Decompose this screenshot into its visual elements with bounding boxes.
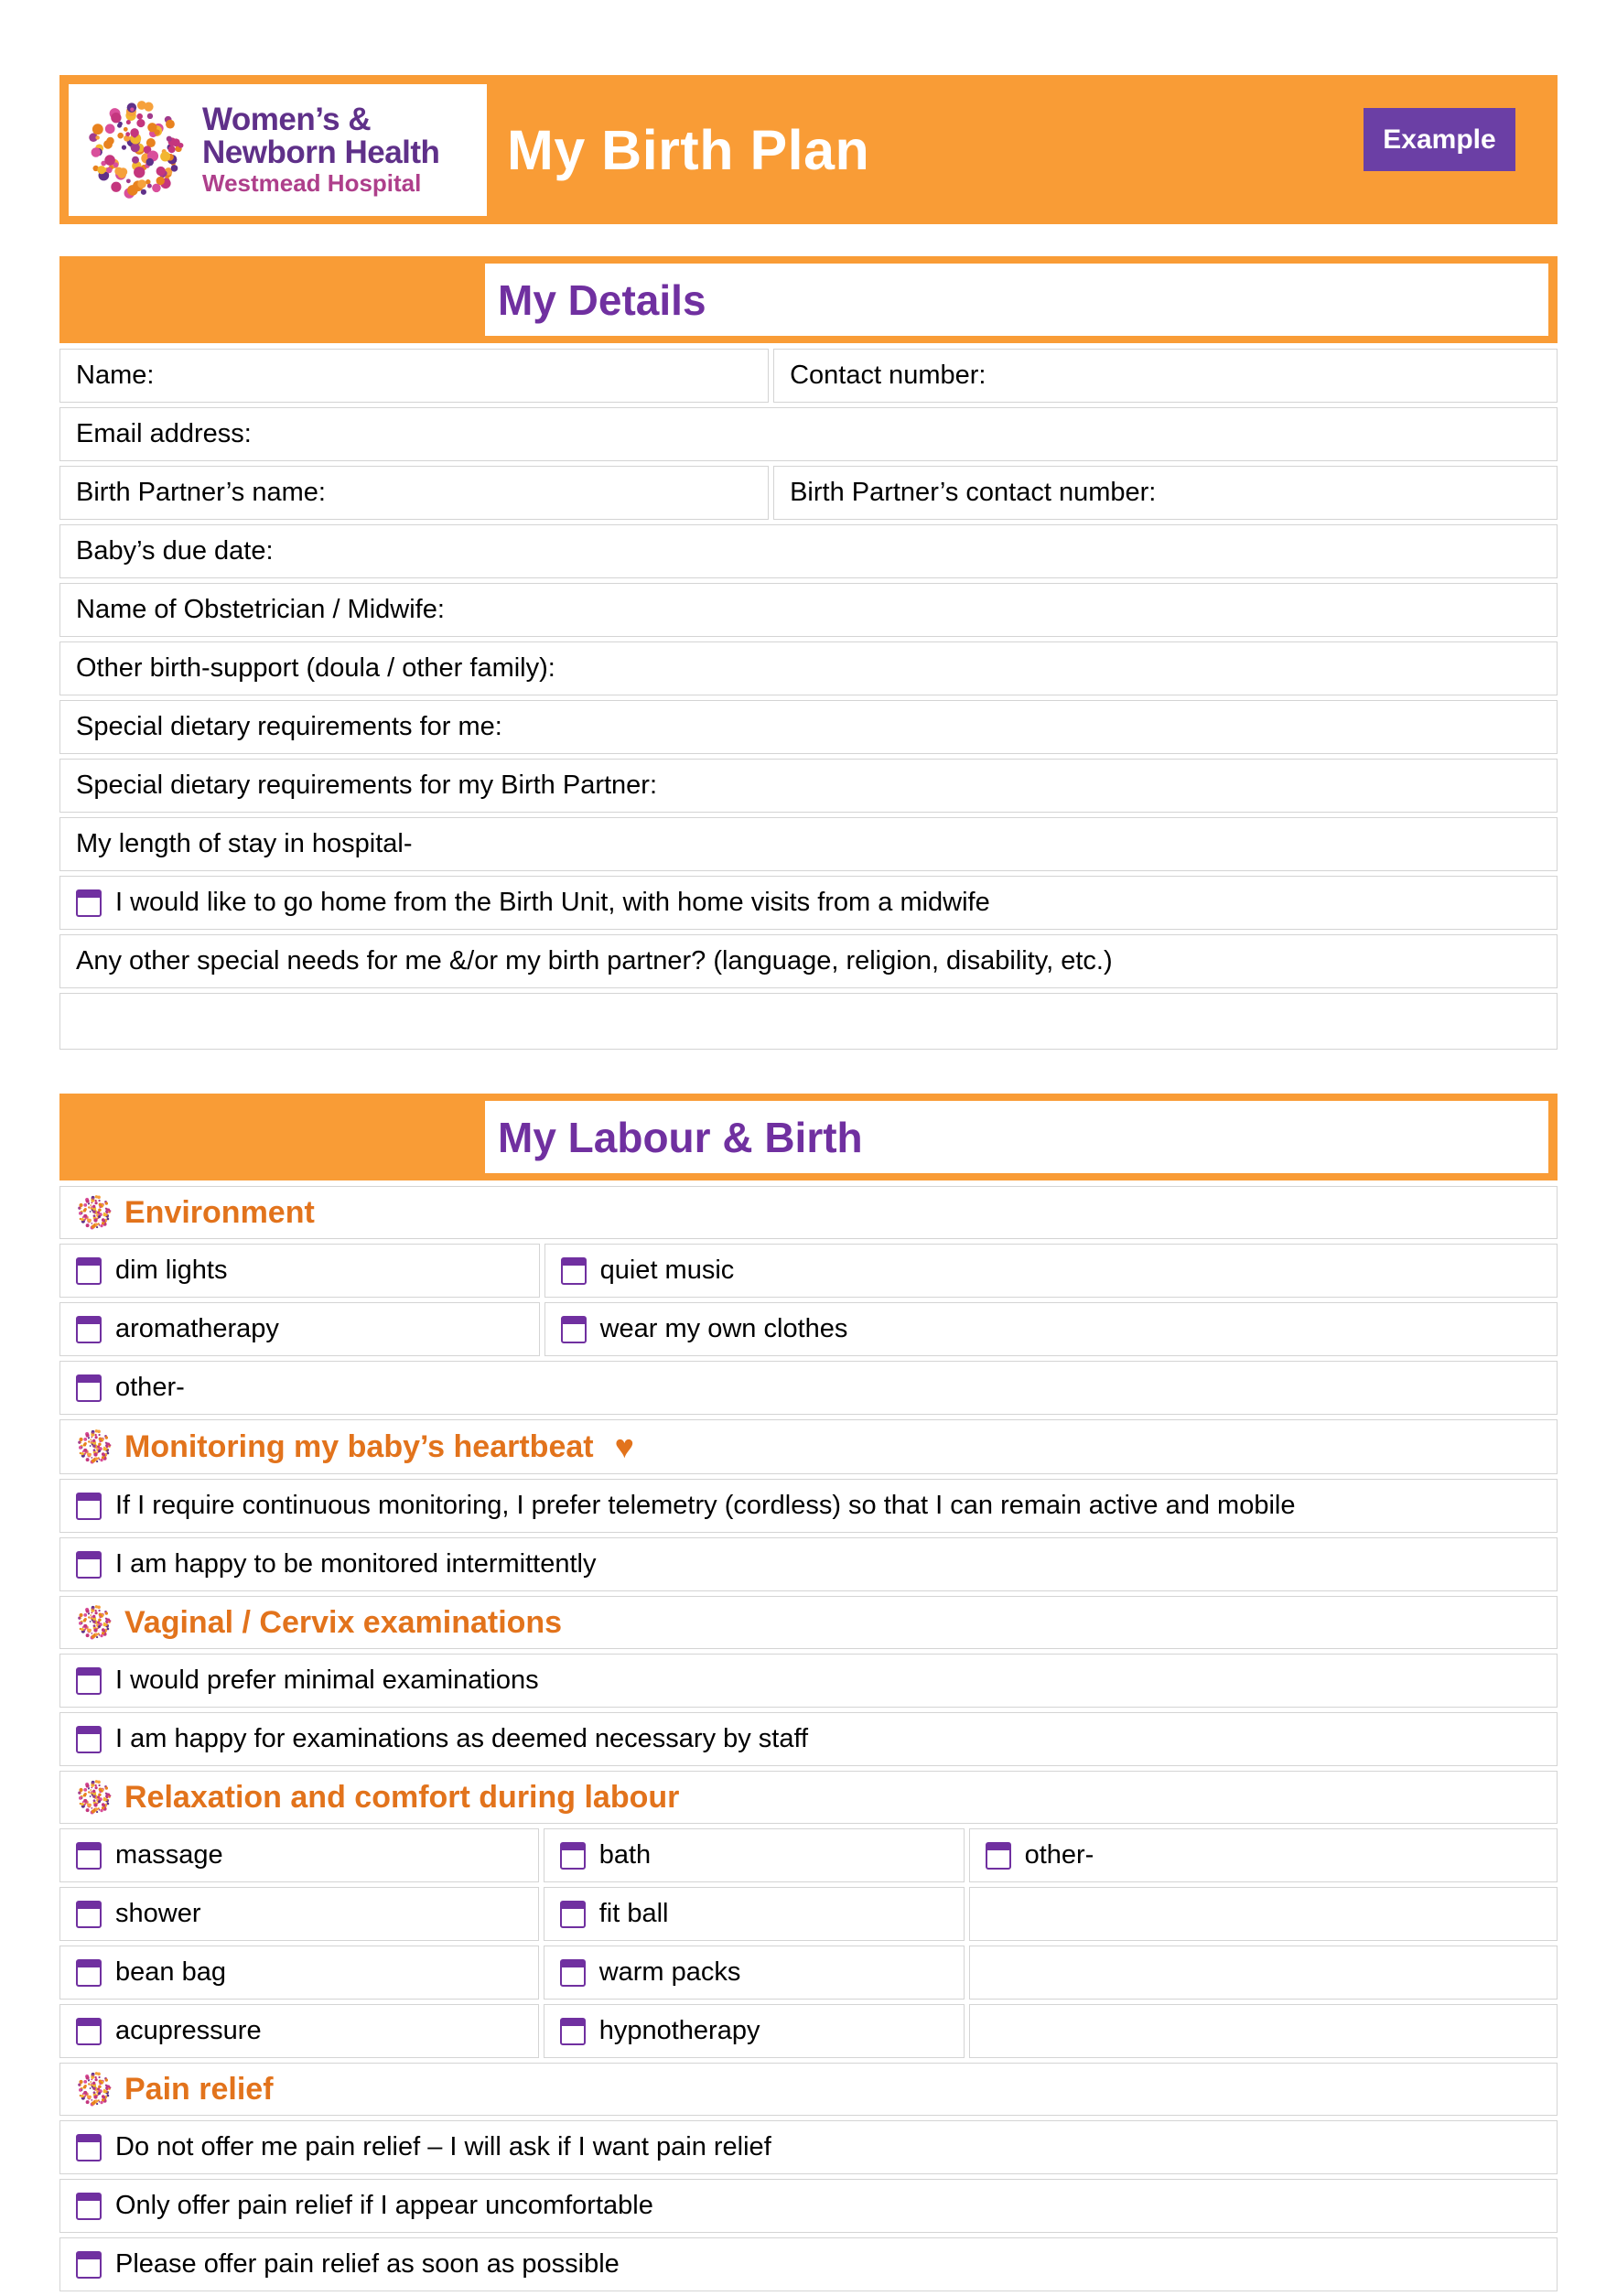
header-banner [59, 75, 1558, 224]
option-wear-own-clothes [544, 1302, 1558, 1356]
hospital-logo-text [202, 103, 439, 196]
my-details-header-inner [485, 264, 1548, 336]
option-pain-relief-if-uncomfortable [59, 2179, 1558, 2233]
mosaic-flower-icon [76, 1428, 113, 1465]
my-details-header-bar [59, 256, 1558, 343]
checkbox[interactable] [76, 1257, 102, 1285]
checkbox[interactable] [76, 2134, 102, 2161]
subsection-pain-relief [59, 2063, 1558, 2116]
subsection-monitoring [59, 1419, 1558, 1474]
option-label: If I require continuous monitoring, I prefer telemetry (cordless) so that I can remain active and mobile [115, 1491, 1296, 1520]
table-row [59, 2120, 1558, 2174]
field-label: Contact number: [790, 361, 986, 390]
heart-icon: ♥ [614, 1428, 634, 1465]
subsection-heading: Vaginal / Cervix examinations [124, 1604, 563, 1640]
table-row [59, 817, 1558, 871]
table-row [59, 1302, 1558, 1356]
checkbox[interactable] [76, 1493, 102, 1520]
field-other-birth-support [59, 641, 1558, 695]
field-label: Special dietary requirements for my Birth Partner: [76, 771, 658, 800]
field-label: Special dietary requirements for me: [76, 712, 502, 741]
field-length-of-stay [59, 817, 1558, 871]
table-row [59, 466, 1558, 520]
field-partner-name [59, 466, 769, 520]
logo-hospital-name: Westmead Hospital [202, 169, 422, 198]
subsection-heading: Pain relief [124, 2071, 274, 2107]
field-dietary-me [59, 700, 1558, 754]
field-name [59, 349, 769, 403]
field-label: Name of Obstetrician / Midwife: [76, 595, 445, 624]
field-other-special-needs [59, 934, 1558, 988]
table-row [59, 700, 1558, 754]
option-label: bean bag [115, 1957, 226, 1987]
field-contact-number [773, 349, 1558, 403]
checkbox[interactable] [76, 1316, 102, 1343]
table-row [59, 1712, 1558, 1766]
checkbox[interactable] [76, 2193, 102, 2220]
hospital-logo [69, 84, 487, 216]
my-details-section [59, 256, 1558, 1050]
mosaic-flower-icon [76, 2071, 113, 2107]
field-label: Other birth-support (doula / other family): [76, 653, 555, 683]
mosaic-flower-icon [83, 98, 188, 202]
birth-plan-page [59, 75, 1558, 2296]
table-row [59, 1244, 1558, 1298]
checkbox[interactable] [76, 1551, 102, 1579]
subsection-examinations [59, 1596, 1558, 1649]
example-badge[interactable]: Example [1364, 108, 1515, 171]
field-email [59, 407, 1558, 461]
checkbox[interactable] [560, 2018, 586, 2045]
option-label: acupressure [115, 2016, 262, 2045]
option-label: hypnotherapy [598, 2016, 760, 2045]
option-minimal-examinations [59, 1654, 1558, 1708]
option-fit-ball [544, 1887, 965, 1941]
field-label: Baby’s due date: [76, 536, 274, 566]
table-row [59, 1537, 1558, 1591]
table-row [59, 1186, 1558, 1239]
table-row [59, 2063, 1558, 2116]
checkbox[interactable] [76, 1374, 102, 1402]
subsection-heading: Relaxation and comfort during labour [124, 1779, 680, 1815]
table-row [59, 876, 1558, 930]
field-label: My length of stay in hospital- [76, 829, 413, 858]
option-label: shower [115, 1899, 201, 1928]
field-label: Birth Partner’s name: [76, 478, 326, 507]
option-label: massage [115, 1840, 223, 1870]
table-row [59, 1479, 1558, 1533]
subsection-environment [59, 1186, 1558, 1239]
checkbox[interactable] [561, 1257, 587, 1285]
mosaic-flower-icon [76, 1779, 113, 1816]
option-label: other- [115, 1373, 185, 1402]
page-title: My Birth Plan [507, 118, 870, 181]
my-details-table [59, 349, 1558, 1050]
option-bath [544, 1828, 965, 1882]
option-shower [59, 1887, 539, 1941]
option-environment-other [59, 1361, 1558, 1415]
checkbox[interactable] [76, 2018, 102, 2045]
table-row [59, 1361, 1558, 1415]
checkbox[interactable] [76, 1959, 102, 1987]
field-dietary-partner [59, 759, 1558, 813]
field-label: Birth Partner’s contact number: [790, 478, 1157, 507]
option-examinations-by-staff [59, 1712, 1558, 1766]
blank-write-in-cell [59, 993, 1558, 1050]
table-row [59, 2004, 1558, 2058]
option-label: warm packs [598, 1957, 741, 1987]
checkbox[interactable] [560, 1842, 586, 1870]
table-row [59, 524, 1558, 578]
labour-table [59, 1186, 1558, 2291]
option-label: Do not offer me pain relief – I will ask if I want pain relief [115, 2132, 771, 2161]
option-intermittent-monitoring [59, 1537, 1558, 1591]
option-quiet-music [544, 1244, 1558, 1298]
field-partner-contact [773, 466, 1558, 520]
option-label: bath [598, 1840, 652, 1870]
table-row [59, 583, 1558, 637]
checkbox[interactable] [76, 889, 102, 917]
checkbox[interactable] [76, 1726, 102, 1753]
subsection-relaxation [59, 1771, 1558, 1824]
table-row [59, 2237, 1558, 2291]
table-row [59, 349, 1558, 403]
checkbox[interactable] [986, 1842, 1011, 1870]
logo-line-1: Women’s & [202, 102, 372, 138]
labour-title: My Labour & Birth [498, 1113, 863, 1161]
checkbox[interactable] [76, 1842, 102, 1870]
option-go-home-from-birth-unit [59, 876, 1558, 930]
field-label: Any other special needs for me &/or my birth partner? (language, religion, disability, etc.) [76, 946, 1113, 976]
field-obstetrician [59, 583, 1558, 637]
option-label: I would like to go home from the Birth Unit, with home visits from a midwife [115, 888, 990, 917]
labour-header-bar [59, 1094, 1558, 1180]
mosaic-flower-icon [76, 1194, 113, 1231]
table-row [59, 1596, 1558, 1649]
option-label: Please offer pain relief as soon as possible [115, 2249, 620, 2279]
field-label: Name: [76, 361, 155, 390]
logo-line-2: Newborn Health [202, 134, 440, 170]
checkbox[interactable] [76, 1667, 102, 1695]
option-hypnotherapy [544, 2004, 965, 2058]
option-relaxation-other [969, 1828, 1558, 1882]
blank-cell [969, 1946, 1558, 2000]
checkbox[interactable] [560, 1959, 586, 1987]
table-row [59, 1771, 1558, 1824]
field-due-date [59, 524, 1558, 578]
table-row [59, 993, 1558, 1050]
option-label: aromatherapy [115, 1314, 279, 1343]
option-label: fit ball [598, 1899, 669, 1928]
my-details-title: My Details [498, 275, 706, 324]
option-label: I would prefer minimal examinations [115, 1665, 539, 1695]
option-dim-lights [59, 1244, 540, 1298]
table-row [59, 1887, 1558, 1941]
table-row [59, 1654, 1558, 1708]
option-label: Only offer pain relief if I appear uncomfortable [115, 2191, 653, 2220]
checkbox[interactable] [76, 2251, 102, 2279]
table-row [59, 1419, 1558, 1474]
option-bean-bag [59, 1946, 539, 2000]
table-row [59, 1946, 1558, 2000]
option-massage [59, 1828, 539, 1882]
table-row [59, 641, 1558, 695]
option-no-pain-relief-unless-asked [59, 2120, 1558, 2174]
option-aromatherapy [59, 1302, 540, 1356]
option-pain-relief-asap [59, 2237, 1558, 2291]
option-label: I am happy for examinations as deemed necessary by staff [115, 1724, 809, 1753]
option-label: quiet music [599, 1256, 735, 1285]
subsection-heading: Environment [124, 1194, 315, 1230]
checkbox[interactable] [561, 1316, 587, 1343]
table-row [59, 1828, 1558, 1882]
blank-cell [969, 1887, 1558, 1941]
option-telemetry [59, 1479, 1558, 1533]
option-label: other- [1024, 1840, 1094, 1870]
my-labour-birth-section [59, 1094, 1558, 2291]
table-row [59, 407, 1558, 461]
field-label: Email address: [76, 419, 252, 448]
option-label: dim lights [115, 1256, 228, 1285]
subsection-heading: Monitoring my baby’s heartbeat [124, 1428, 594, 1464]
option-label: I am happy to be monitored intermittently [115, 1549, 597, 1579]
table-row [59, 934, 1558, 988]
checkbox[interactable] [560, 1901, 586, 1928]
blank-cell [969, 2004, 1558, 2058]
option-warm-packs [544, 1946, 965, 2000]
checkbox[interactable] [76, 1901, 102, 1928]
option-acupressure [59, 2004, 539, 2058]
labour-header-inner [485, 1101, 1548, 1173]
option-label: wear my own clothes [599, 1314, 848, 1343]
table-row [59, 2179, 1558, 2233]
table-row [59, 759, 1558, 813]
mosaic-flower-icon [76, 1604, 113, 1641]
